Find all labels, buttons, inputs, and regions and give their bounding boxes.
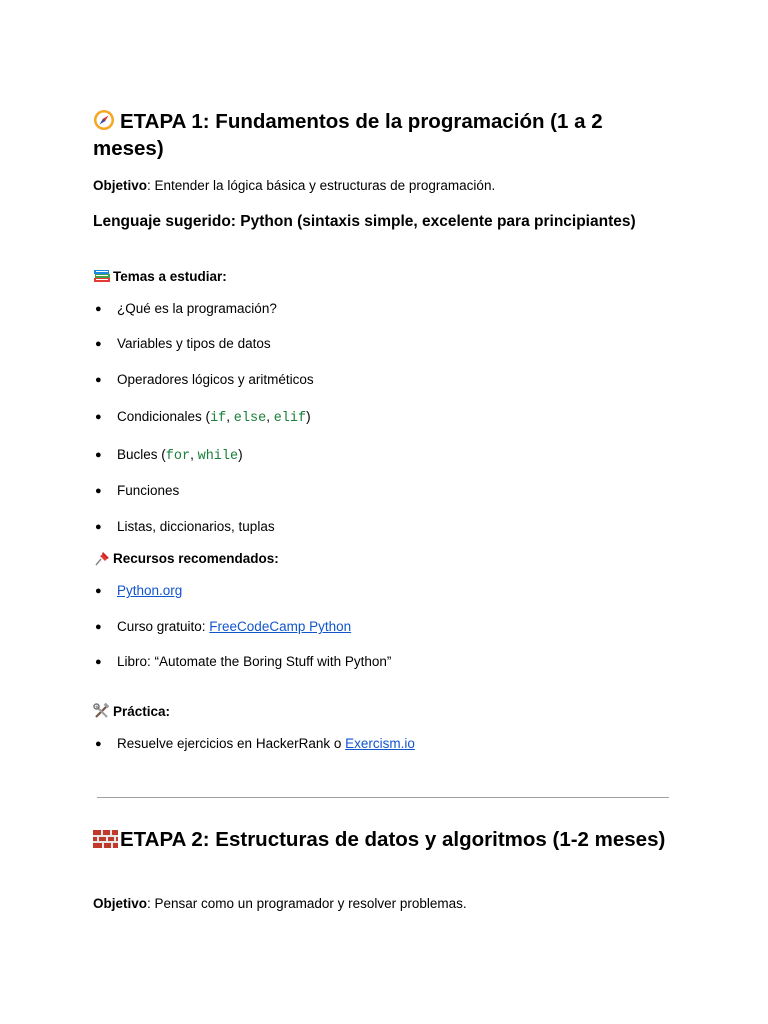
list-item: ● Listas, diccionarios, tuplas xyxy=(95,519,275,534)
comma: , xyxy=(266,409,274,424)
list-item: ● Funciones xyxy=(95,483,180,498)
practice-text: Resuelve ejercicios en HackerRank o xyxy=(117,736,346,751)
section-divider xyxy=(97,797,669,798)
close-paren: ) xyxy=(238,447,243,462)
topic-text: Variables y tipos de datos xyxy=(117,336,271,351)
list-item: ● Condicionales (if, else, elif) xyxy=(95,409,311,426)
list-item: ● Curso gratuito: FreeCodeCamp Python xyxy=(95,619,352,634)
comma: , xyxy=(226,409,234,424)
objective-text: : Entender la lógica básica y estructuras de programación. xyxy=(147,178,496,193)
course-prefix: Curso gratuito: xyxy=(117,619,210,634)
stage1-title xyxy=(93,108,668,162)
list-item: ● Operadores lógicos y aritméticos xyxy=(95,372,314,387)
stage1-objective xyxy=(93,177,495,195)
language-heading: Lenguaje sugerido: Python (sintaxis simple, excelente para principiantes) xyxy=(93,213,636,230)
python-org-link[interactable]: Python.org xyxy=(117,583,183,598)
topic-text: Bucles ( xyxy=(117,447,166,462)
close-paren: ) xyxy=(306,409,311,424)
stage2-objective xyxy=(93,895,467,913)
code-if: if xyxy=(210,411,227,426)
code-elif: elif xyxy=(273,411,307,426)
topic-text: Operadores lógicos y aritméticos xyxy=(117,372,314,387)
freecodecamp-link[interactable]: FreeCodeCamp Python xyxy=(209,619,352,634)
stage2-title xyxy=(93,826,668,853)
topic-text: ¿Qué es la programación? xyxy=(117,301,277,316)
stage2-title-text: ETAPA 2: Estructuras de datos y algoritmos (1-2 meses) xyxy=(120,828,666,851)
list-item: ● Resuelve ejercicios en HackerRank o Exercism.io xyxy=(95,736,415,751)
list-item: ● Variables y tipos de datos xyxy=(95,336,271,351)
list-item: ● ¿Qué es la programación? xyxy=(95,301,277,316)
topics-heading xyxy=(93,268,227,286)
list-item: ● Libro: “Automate the Boring Stuff with Python” xyxy=(95,654,392,669)
objective-text: : Pensar como un programador y resolver problemas. xyxy=(147,896,467,911)
tools-icon xyxy=(93,703,111,719)
practice-heading xyxy=(93,703,170,721)
comma: , xyxy=(190,447,198,462)
objective-label: Objetivo xyxy=(93,896,148,911)
code-else: else xyxy=(233,411,267,426)
stage1-title-text: ETAPA 1: Fundamentos de la programación (1 a 2 meses) xyxy=(93,110,603,160)
code-while: while xyxy=(197,449,239,464)
resources-heading-text: Recursos recomendados: xyxy=(113,551,279,566)
topic-text: Condicionales ( xyxy=(117,409,211,424)
list-item: ● Python.org xyxy=(95,583,183,598)
topics-heading-text: Temas a estudiar: xyxy=(113,269,227,284)
objective-label: Objetivo xyxy=(93,178,148,193)
topic-text: Listas, diccionarios, tuplas xyxy=(117,519,275,534)
pushpin-icon xyxy=(93,550,111,566)
exercism-link[interactable]: Exercism.io xyxy=(345,736,415,751)
code-for: for xyxy=(165,449,191,464)
practice-heading-text: Práctica: xyxy=(113,704,171,719)
topic-text: Funciones xyxy=(117,483,180,498)
resources-heading xyxy=(93,550,279,568)
book-text: Libro: “Automate the Boring Stuff with Python” xyxy=(117,654,392,669)
books-icon xyxy=(93,268,111,284)
bricks-icon xyxy=(93,830,118,848)
compass-icon xyxy=(93,109,115,131)
list-item: ● Bucles (for, while) xyxy=(95,447,243,464)
